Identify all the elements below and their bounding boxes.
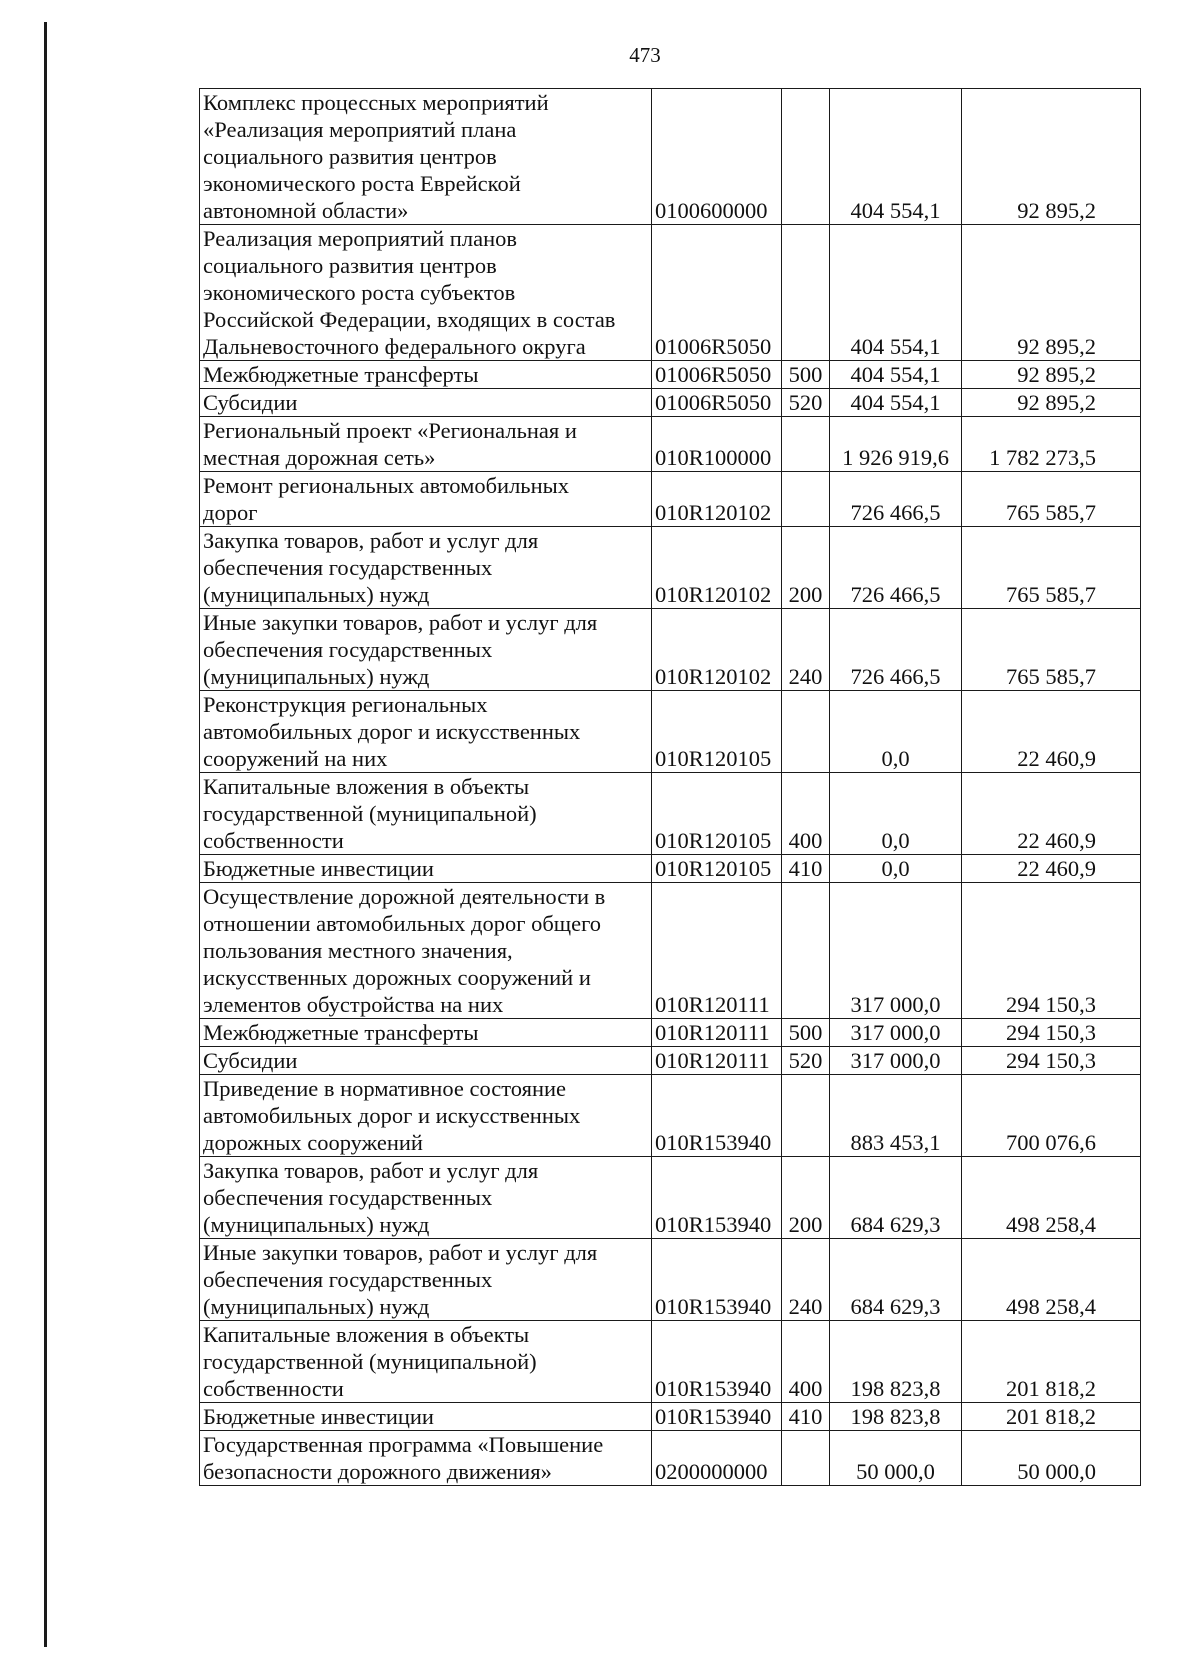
row-name — [200, 1157, 652, 1239]
row-value-1: 726 466,5 — [830, 609, 962, 691]
row-name-line: (муниципальных) нужд — [203, 582, 430, 607]
row-name-line: государственной (муниципальной) — [203, 801, 537, 826]
row-name-line: Межбюджетные трансферты — [203, 362, 479, 387]
row-name-line: Ремонт региональных автомобильных — [203, 473, 569, 498]
table-row — [200, 1075, 1141, 1157]
row-name-line: обеспечения государственных — [203, 555, 493, 580]
table-row — [200, 89, 1141, 225]
row-name-line: социального развития центров — [203, 253, 497, 278]
row-value-2: 1 782 273,5 — [962, 417, 1141, 472]
row-name-line: «Реализация мероприятий плана — [203, 117, 517, 142]
row-name-line: Закупка товаров, работ и услуг для — [203, 1158, 539, 1183]
row-value-1: 684 629,3 — [830, 1239, 962, 1321]
row-name-line: Межбюджетные трансферты — [203, 1020, 479, 1045]
row-code: 010R153940 — [652, 1075, 782, 1157]
table-row — [200, 1321, 1141, 1403]
row-name — [200, 1075, 652, 1157]
row-name-line: Капитальные вложения в объекты — [203, 774, 530, 799]
row-name — [200, 1239, 652, 1321]
row-value-1: 404 554,1 — [830, 389, 962, 417]
row-name-line: автомобильных дорог и искусственных — [203, 1103, 581, 1128]
table-row — [200, 472, 1141, 527]
row-code: 010R153940 — [652, 1321, 782, 1403]
row-code: 010R120111 — [652, 1047, 782, 1075]
row-value-1: 684 629,3 — [830, 1157, 962, 1239]
row-name — [200, 417, 652, 472]
row-type — [782, 225, 830, 361]
row-name-line: Бюджетные инвестиции — [203, 856, 434, 881]
row-value-2: 294 150,3 — [962, 1019, 1141, 1047]
row-name-line: социального развития центров — [203, 144, 497, 169]
row-name-line: обеспечения государственных — [203, 1267, 493, 1292]
row-code: 010R120102 — [652, 609, 782, 691]
row-name — [200, 691, 652, 773]
row-name-line: Субсидии — [203, 1048, 298, 1073]
row-name-line: экономического роста субъектов — [203, 280, 516, 305]
row-value-2: 294 150,3 — [962, 1047, 1141, 1075]
row-value-2: 22 460,9 — [962, 855, 1141, 883]
row-name-line: Закупка товаров, работ и услуг для — [203, 528, 539, 553]
row-name-line: Осуществление дорожной деятельности в — [203, 884, 606, 909]
row-name — [200, 1019, 652, 1047]
row-value-2: 50 000,0 — [962, 1431, 1141, 1486]
row-value-2: 765 585,7 — [962, 472, 1141, 527]
row-value-2: 22 460,9 — [962, 773, 1141, 855]
row-code: 01006R5050 — [652, 361, 782, 389]
row-name-line: (муниципальных) нужд — [203, 1294, 430, 1319]
binding-line — [44, 22, 47, 1647]
table-row — [200, 1047, 1141, 1075]
row-name-line: Реализация мероприятий планов — [203, 226, 517, 251]
row-name — [200, 773, 652, 855]
row-code: 010R120111 — [652, 883, 782, 1019]
row-name-line: собственности — [203, 1376, 344, 1401]
row-name-line: пользования местного значения, — [203, 938, 513, 963]
table-row — [200, 389, 1141, 417]
row-name-line: Государственная программа «Повышение — [203, 1432, 604, 1457]
row-type: 410 — [782, 1403, 830, 1431]
row-type — [782, 417, 830, 472]
row-value-1: 1 926 919,6 — [830, 417, 962, 472]
row-code: 010R120102 — [652, 527, 782, 609]
row-type: 520 — [782, 1047, 830, 1075]
row-value-2: 201 818,2 — [962, 1403, 1141, 1431]
row-name-line: (муниципальных) нужд — [203, 1212, 430, 1237]
row-code: 010R153940 — [652, 1157, 782, 1239]
row-value-1: 317 000,0 — [830, 1019, 962, 1047]
row-name-line: Реконструкция региональных — [203, 692, 488, 717]
row-name — [200, 1047, 652, 1075]
table-row — [200, 773, 1141, 855]
row-name — [200, 361, 652, 389]
row-value-1: 404 554,1 — [830, 361, 962, 389]
row-type — [782, 691, 830, 773]
row-type — [782, 1431, 830, 1486]
row-value-1: 0,0 — [830, 691, 962, 773]
row-value-2: 765 585,7 — [962, 609, 1141, 691]
row-name-line: дорог — [203, 500, 258, 525]
row-code: 010R120111 — [652, 1019, 782, 1047]
budget-table — [199, 88, 1141, 1486]
row-name-line: сооружений на них — [203, 746, 388, 771]
row-code: 0200000000 — [652, 1431, 782, 1486]
row-code: 0100600000 — [652, 89, 782, 225]
row-name — [200, 883, 652, 1019]
table-row — [200, 1019, 1141, 1047]
table-row — [200, 1239, 1141, 1321]
row-value-2: 201 818,2 — [962, 1321, 1141, 1403]
table-row — [200, 1157, 1141, 1239]
table-row — [200, 225, 1141, 361]
row-name-line: местная дорожная сеть» — [203, 445, 436, 470]
row-value-2: 700 076,6 — [962, 1075, 1141, 1157]
row-value-1: 726 466,5 — [830, 472, 962, 527]
table-row — [200, 361, 1141, 389]
table-row — [200, 1403, 1141, 1431]
row-value-2: 92 895,2 — [962, 225, 1141, 361]
row-value-1: 198 823,8 — [830, 1403, 962, 1431]
row-name-line: отношении автомобильных дорог общего — [203, 911, 602, 936]
row-type: 200 — [782, 527, 830, 609]
table-row — [200, 1431, 1141, 1486]
row-type: 500 — [782, 361, 830, 389]
table-row — [200, 691, 1141, 773]
row-name-line: Региональный проект «Региональная и — [203, 418, 577, 443]
table-row — [200, 855, 1141, 883]
row-value-1: 0,0 — [830, 855, 962, 883]
row-code: 010R100000 — [652, 417, 782, 472]
row-name-line: дорожных сооружений — [203, 1130, 423, 1155]
row-value-2: 92 895,2 — [962, 361, 1141, 389]
row-name — [200, 527, 652, 609]
row-value-1: 883 453,1 — [830, 1075, 962, 1157]
row-name-line: Дальневосточного федерального округа — [203, 334, 586, 359]
row-type: 240 — [782, 1239, 830, 1321]
row-value-1: 317 000,0 — [830, 883, 962, 1019]
row-value-2: 765 585,7 — [962, 527, 1141, 609]
row-name — [200, 389, 652, 417]
row-code: 010R120105 — [652, 773, 782, 855]
row-name — [200, 1321, 652, 1403]
row-code: 010R120105 — [652, 855, 782, 883]
row-type: 400 — [782, 1321, 830, 1403]
row-name-line: Бюджетные инвестиции — [203, 1404, 434, 1429]
row-value-1: 317 000,0 — [830, 1047, 962, 1075]
row-code: 01006R5050 — [652, 389, 782, 417]
row-value-1: 198 823,8 — [830, 1321, 962, 1403]
row-value-2: 92 895,2 — [962, 89, 1141, 225]
row-name-line: Приведение в нормативное состояние — [203, 1076, 567, 1101]
table-row — [200, 883, 1141, 1019]
row-code: 010R153940 — [652, 1403, 782, 1431]
table-row — [200, 417, 1141, 472]
budget-table-body — [200, 89, 1141, 1486]
row-name-line: Капитальные вложения в объекты — [203, 1322, 530, 1347]
row-code: 010R153940 — [652, 1239, 782, 1321]
row-code: 010R120105 — [652, 691, 782, 773]
row-value-2: 294 150,3 — [962, 883, 1141, 1019]
row-name-line: Иные закупки товаров, работ и услуг для — [203, 610, 598, 635]
row-name-line: обеспечения государственных — [203, 1185, 493, 1210]
row-name-line: безопасности дорожного движения» — [203, 1459, 552, 1484]
row-name-line: Комплекс процессных мероприятий — [203, 90, 549, 115]
row-name-line: искусственных дорожных сооружений и — [203, 965, 591, 990]
page-number: 473 — [629, 43, 661, 67]
row-name-line: (муниципальных) нужд — [203, 664, 430, 689]
row-name-line: Иные закупки товаров, работ и услуг для — [203, 1240, 598, 1265]
row-value-1: 404 554,1 — [830, 89, 962, 225]
row-name — [200, 1403, 652, 1431]
row-name-line: элементов обустройства на них — [203, 992, 504, 1017]
row-name-line: экономического роста Еврейской — [203, 171, 521, 196]
row-value-2: 498 258,4 — [962, 1239, 1141, 1321]
row-type — [782, 1075, 830, 1157]
row-type — [782, 472, 830, 527]
row-code: 010R120102 — [652, 472, 782, 527]
row-name-line: автономной области» — [203, 198, 409, 223]
row-name-line: Российской Федерации, входящих в состав — [203, 307, 616, 332]
row-value-1: 0,0 — [830, 773, 962, 855]
row-value-2: 498 258,4 — [962, 1157, 1141, 1239]
row-type: 500 — [782, 1019, 830, 1047]
table-row — [200, 527, 1141, 609]
row-type — [782, 883, 830, 1019]
row-type: 240 — [782, 609, 830, 691]
row-type: 520 — [782, 389, 830, 417]
row-value-1: 726 466,5 — [830, 527, 962, 609]
row-code: 01006R5050 — [652, 225, 782, 361]
row-value-2: 92 895,2 — [962, 389, 1141, 417]
row-name-line: автомобильных дорог и искусственных — [203, 719, 581, 744]
row-value-2: 22 460,9 — [962, 691, 1141, 773]
row-name-line: государственной (муниципальной) — [203, 1349, 537, 1374]
row-name — [200, 225, 652, 361]
row-type: 410 — [782, 855, 830, 883]
row-type: 400 — [782, 773, 830, 855]
row-name — [200, 472, 652, 527]
row-name-line: обеспечения государственных — [203, 637, 493, 662]
row-name — [200, 89, 652, 225]
row-value-1: 50 000,0 — [830, 1431, 962, 1486]
row-name-line: Субсидии — [203, 390, 298, 415]
row-name — [200, 1431, 652, 1486]
row-name — [200, 855, 652, 883]
row-type — [782, 89, 830, 225]
row-name-line: собственности — [203, 828, 344, 853]
row-type: 200 — [782, 1157, 830, 1239]
row-name — [200, 609, 652, 691]
table-row — [200, 609, 1141, 691]
row-value-1: 404 554,1 — [830, 225, 962, 361]
